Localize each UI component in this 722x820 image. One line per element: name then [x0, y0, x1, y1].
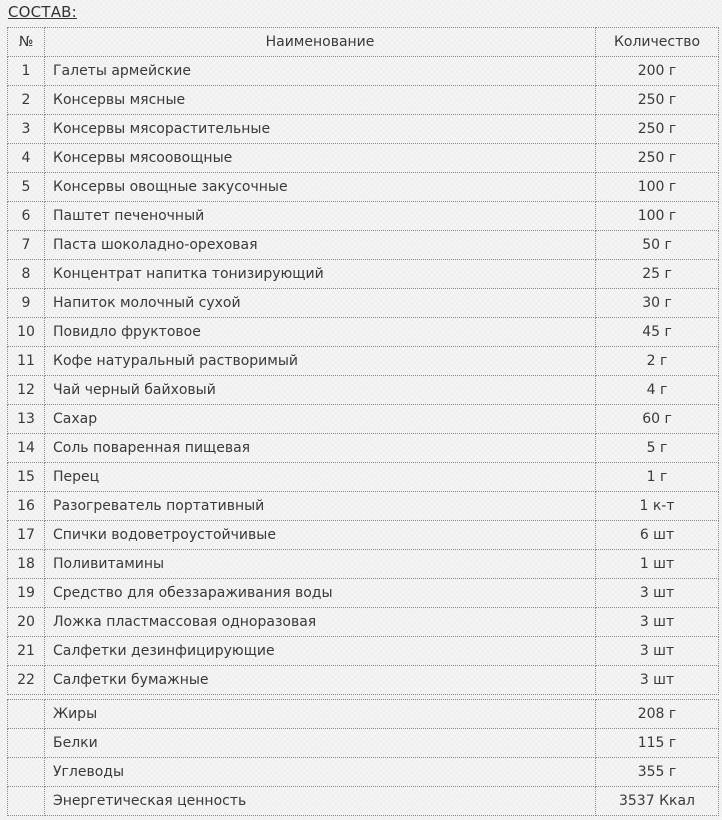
table-row [8, 405, 719, 434]
item-number: 21 [8, 637, 45, 666]
table-row [8, 231, 719, 260]
table-row [8, 115, 719, 144]
item-quantity: 3 шт [596, 608, 719, 637]
item-name: Паштет печеночный [45, 202, 596, 231]
item-name: Чай черный байховый [45, 376, 596, 405]
totals-value: 115 г [596, 729, 719, 758]
composition-table [7, 27, 719, 695]
table-row [8, 492, 719, 521]
table-row [8, 173, 719, 202]
header-name: Наименование [45, 28, 596, 57]
item-name: Салфетки дезинфицирующие [45, 637, 596, 666]
item-name: Консервы мясные [45, 86, 596, 115]
item-quantity: 100 г [596, 202, 719, 231]
table-row [8, 666, 719, 695]
totals-name: Энергетическая ценность [45, 787, 596, 816]
item-number: 13 [8, 405, 45, 434]
table-row [8, 521, 719, 550]
totals-row [8, 787, 719, 816]
item-name: Кофе натуральный растворимый [45, 347, 596, 376]
header-quantity: Количество [596, 28, 719, 57]
header-number: № [8, 28, 45, 57]
item-quantity: 45 г [596, 318, 719, 347]
item-quantity: 3 шт [596, 637, 719, 666]
table-row [8, 579, 719, 608]
item-quantity: 6 шт [596, 521, 719, 550]
item-number: 15 [8, 463, 45, 492]
item-name: Сахар [45, 405, 596, 434]
item-name: Напиток молочный сухой [45, 289, 596, 318]
totals-row [8, 700, 719, 729]
item-quantity: 250 г [596, 86, 719, 115]
item-name: Средство для обеззараживания воды [45, 579, 596, 608]
item-name: Спички водоветроустойчивые [45, 521, 596, 550]
item-number: 16 [8, 492, 45, 521]
item-number: 19 [8, 579, 45, 608]
item-name: Консервы овощные закусочные [45, 173, 596, 202]
item-quantity: 1 шт [596, 550, 719, 579]
item-quantity: 1 г [596, 463, 719, 492]
table-row [8, 608, 719, 637]
item-name: Повидло фруктовое [45, 318, 596, 347]
item-name: Концентрат напитка тонизирующий [45, 260, 596, 289]
item-number: 9 [8, 289, 45, 318]
item-number: 20 [8, 608, 45, 637]
item-number: 17 [8, 521, 45, 550]
item-name: Поливитамины [45, 550, 596, 579]
item-number: 1 [8, 57, 45, 86]
table-row [8, 376, 719, 405]
item-number: 4 [8, 144, 45, 173]
item-name: Консервы мясорастительные [45, 115, 596, 144]
item-quantity: 1 к-т [596, 492, 719, 521]
item-number: 22 [8, 666, 45, 695]
item-number: 10 [8, 318, 45, 347]
table-row [8, 57, 719, 86]
item-number: 11 [8, 347, 45, 376]
item-number: 14 [8, 434, 45, 463]
table-header-row [8, 28, 719, 57]
table-row [8, 86, 719, 115]
item-name: Консервы мясоовощные [45, 144, 596, 173]
totals-blank-cell [8, 729, 45, 758]
item-number: 18 [8, 550, 45, 579]
item-name: Перец [45, 463, 596, 492]
item-quantity: 50 г [596, 231, 719, 260]
table-row [8, 550, 719, 579]
table-row [8, 347, 719, 376]
item-name: Соль поваренная пищевая [45, 434, 596, 463]
totals-value: 208 г [596, 700, 719, 729]
section-title: СОСТАВ: [8, 3, 77, 21]
table-row [8, 463, 719, 492]
item-quantity: 100 г [596, 173, 719, 202]
totals-row [8, 729, 719, 758]
item-name: Галеты армейские [45, 57, 596, 86]
item-number: 6 [8, 202, 45, 231]
totals-row [8, 758, 719, 787]
item-quantity: 60 г [596, 405, 719, 434]
totals-blank-cell [8, 700, 45, 729]
totals-value: 3537 Ккал [596, 787, 719, 816]
item-number: 8 [8, 260, 45, 289]
totals-blank-cell [8, 758, 45, 787]
item-name: Паста шоколадно-ореховая [45, 231, 596, 260]
item-quantity: 25 г [596, 260, 719, 289]
item-quantity: 250 г [596, 115, 719, 144]
item-number: 2 [8, 86, 45, 115]
item-quantity: 200 г [596, 57, 719, 86]
table-row [8, 289, 719, 318]
table-row [8, 637, 719, 666]
item-name: Салфетки бумажные [45, 666, 596, 695]
table-row [8, 434, 719, 463]
item-quantity: 4 г [596, 376, 719, 405]
table-row [8, 260, 719, 289]
item-number: 7 [8, 231, 45, 260]
item-quantity: 5 г [596, 434, 719, 463]
item-quantity: 3 шт [596, 666, 719, 695]
item-quantity: 3 шт [596, 579, 719, 608]
item-number: 3 [8, 115, 45, 144]
table-row [8, 202, 719, 231]
totals-blank-cell [8, 787, 45, 816]
item-quantity: 30 г [596, 289, 719, 318]
item-name: Ложка пластмассовая одноразовая [45, 608, 596, 637]
item-name: Разогреватель портативный [45, 492, 596, 521]
table-row [8, 318, 719, 347]
totals-name: Углеводы [45, 758, 596, 787]
nutrition-totals-table [7, 699, 719, 816]
table-row [8, 144, 719, 173]
item-number: 5 [8, 173, 45, 202]
totals-name: Белки [45, 729, 596, 758]
totals-name: Жиры [45, 700, 596, 729]
item-number: 12 [8, 376, 45, 405]
item-quantity: 250 г [596, 144, 719, 173]
totals-value: 355 г [596, 758, 719, 787]
item-quantity: 2 г [596, 347, 719, 376]
